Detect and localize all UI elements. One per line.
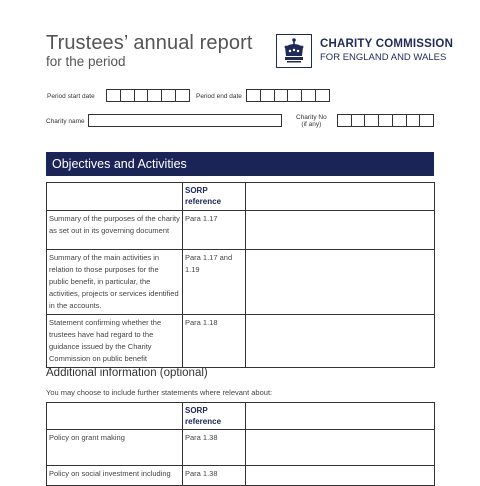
row-sorp-ref: Para 1.17 and 1.19 [183,250,246,315]
charity-no-label-line2: (if any) [301,121,322,128]
charity-no-input[interactable] [337,114,434,127]
table-header-blank [47,403,183,430]
section-banner-objectives: Objectives and Activities [46,152,434,176]
report-title: Trustees’ annual report [46,32,253,54]
row-answer-cell[interactable] [246,430,435,466]
period-start-input[interactable] [106,89,190,102]
table-row [47,466,435,486]
logo-line-1: CHARITY COMMISSION [320,38,454,50]
additional-table [46,402,435,486]
table-header-blank [47,183,183,211]
charity-commission-logo [276,34,454,68]
section-note: You may choose to include further statements where relevant about: [46,388,273,397]
table-row [47,211,435,250]
row-answer-cell[interactable] [246,250,435,315]
charity-name-label: Charity name [46,118,85,125]
row-description: Summary of the purposes of the charity as set out in its governing document [47,211,183,250]
row-answer-cell[interactable] [246,466,435,486]
charity-no-label-line1: Charity No [296,114,327,121]
row-sorp-ref: Para 1.18 [183,315,246,368]
objectives-table [46,182,435,368]
row-sorp-ref: Para 1.17 [183,211,246,250]
row-description: Policy on grant making [47,430,183,466]
table-header-row [47,403,435,430]
crown-icon [276,34,312,68]
table-header-blank [246,183,435,211]
sorp-reference-header: SORP reference [183,183,246,211]
row-answer-cell[interactable] [246,211,435,250]
logo-line-2: FOR ENGLAND AND WALES [320,52,447,63]
row-description: Statement confirming whether the trustees have had regard to the guidance issued by the Charity Commission on public benefit [47,315,183,368]
row-sorp-ref: Para 1.38 [183,466,246,486]
row-answer-cell[interactable] [246,315,435,368]
section-heading-additional: Additional information (optional) [46,367,208,379]
period-end-input[interactable] [246,89,330,102]
table-header-row [47,183,435,211]
row-sorp-ref: Para 1.38 [183,430,246,466]
table-header-blank [246,403,435,430]
table-row [47,250,435,315]
sorp-reference-header: SORP reference [183,403,246,430]
row-description: Policy on social investment including [47,466,183,486]
row-description: Summary of the main activities in relation to those purposes for the public benefit, in particular, the activities, projects or services identified in the accounts. [47,250,183,315]
charity-name-input[interactable] [88,114,282,127]
period-end-label: Period end date [196,93,242,100]
period-start-label: Period start date [47,93,95,100]
table-row [47,315,435,368]
report-subtitle: for the period [46,54,126,69]
table-row [47,430,435,466]
charity-no-label [296,114,327,128]
